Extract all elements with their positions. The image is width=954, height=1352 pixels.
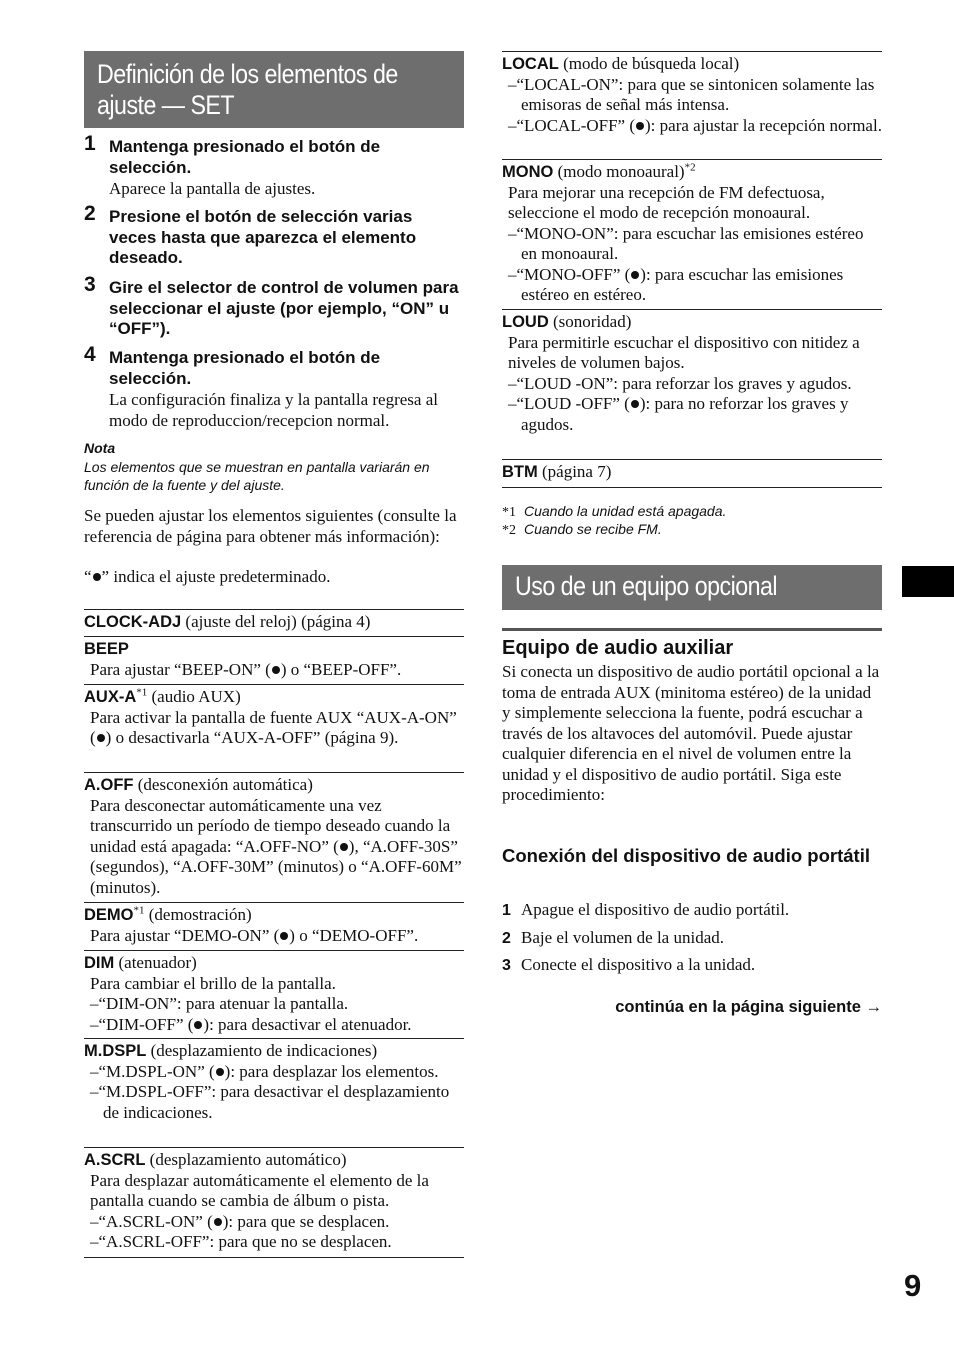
- item-beep: [84, 636, 464, 685]
- item-key: DIM: [84, 954, 115, 972]
- item-desc-end: ) o desactivarla “AUX-A-OFF” (página 9).: [105, 728, 399, 747]
- step-text: Baje el volumen de la unidad.: [521, 928, 724, 947]
- item-mono: [502, 159, 882, 310]
- item-btm: [502, 459, 882, 488]
- section-banner-set: [84, 51, 464, 128]
- item-key: M.DSPL: [84, 1042, 147, 1060]
- item-subtitle: (modo monoaural): [553, 162, 685, 181]
- item-bullet-end: ): para desplazar los elementos.: [224, 1061, 439, 1081]
- item-clock-adj: [84, 609, 464, 637]
- default-dot-icon: [214, 1218, 222, 1226]
- step-number: 2: [84, 202, 96, 225]
- item-key: LOUD: [502, 313, 549, 331]
- item-subtitle: (demostración): [144, 905, 252, 924]
- footnote-text: Cuando la unidad está apagada.: [524, 503, 727, 519]
- step-heading: Mantenga presionado el botón de selección.: [109, 348, 381, 388]
- heading-connection: Conexión del dispositivo de audio portátil: [502, 845, 870, 866]
- item-desc: Para activar la pantalla de fuente AUX “AUX-A-ON” (: [90, 707, 457, 747]
- item-bullet: –“A.SCRL-ON” (: [90, 1211, 213, 1231]
- default-dot-icon: [636, 122, 644, 130]
- section-side-tab: [902, 566, 954, 597]
- item-bullet: –“LOUD -OFF” (: [508, 394, 630, 413]
- default-dot-icon: [272, 666, 280, 674]
- item-key: CLOCK-ADJ: [84, 613, 182, 631]
- item-local: [502, 51, 882, 160]
- default-indicator-note: [84, 567, 464, 588]
- continue-next-page: continúa en la página siguiente →: [615, 998, 882, 1016]
- item-bullet: –“LOCAL-ON”: para que se sintonicen solamente las emisoras de señal más intensa.: [508, 74, 875, 114]
- item-desc-end: ) o “BEEP-OFF”.: [280, 659, 402, 679]
- default-dot-icon: [97, 734, 105, 742]
- item-subtitle: (desplazamiento de indicaciones): [146, 1041, 378, 1060]
- item-subtitle: (audio AUX): [147, 687, 241, 706]
- item-bullet: –“DIM-ON”: para atenuar la pantalla.: [90, 994, 349, 1013]
- step-body: La configuración finaliza y la pantalla regresa al modo de reproduccion/recepcion normal.: [109, 390, 438, 430]
- item-key: A.SCRL: [84, 1151, 146, 1169]
- item-desc-end: ), “A.OFF-30S” (segundos), “A.OFF-30M” (minutos) o “A.OFF-60M” (minutos).: [90, 836, 462, 897]
- default-dot-icon: [93, 573, 101, 581]
- item-bullet-end: ): para ajustar la recepción normal.: [645, 115, 882, 135]
- connection-step-3: [502, 955, 882, 976]
- item-loud: [502, 309, 882, 460]
- step-text: Conecte el dispositivo a la unidad.: [521, 955, 756, 974]
- intro-paragraph: Se pueden ajustar los elementos siguientes (consulte la referencia de página para obtener más información):: [84, 506, 457, 546]
- banner-title: Uso de un equipo opcional: [515, 571, 778, 601]
- footnote-text: Cuando se recibe FM.: [524, 521, 662, 537]
- banner-line-1: Definición de los elementos de: [97, 59, 398, 89]
- item-subtitle: (modo de búsqueda local): [558, 54, 740, 73]
- step-body: Aparece la pantalla de ajustes.: [109, 179, 316, 198]
- item-a-scrl: [84, 1147, 464, 1258]
- item-key: MONO: [502, 163, 554, 181]
- step-number: 2: [502, 930, 511, 947]
- item-bullet: –“DIM-OFF” (: [90, 1014, 194, 1034]
- aux-paragraph: Si conecta un dispositivo de audio portátil opcional a la toma de entrada AUX (minitoma estéreo) de la unidad y simplemente selecciona la fuente, podrá escuchar a través de los altavoces del automóvil. Puede ajustar cualquier diferencia en el nivel de volumen entre la unidad y el dispositivo de audio portátil. Siga este procedimiento:: [502, 662, 880, 804]
- item-desc: Para cambiar el brillo de la pantalla.: [90, 973, 336, 993]
- item-desc: Para ajustar “BEEP-ON” (: [90, 659, 271, 679]
- default-dot-icon: [631, 400, 639, 408]
- item-dim: [84, 950, 464, 1039]
- page-number: 9: [904, 1268, 922, 1303]
- item-bullet-end: ): para escuchar las emisiones estéreo en estéreo.: [521, 264, 844, 304]
- item-desc: Para mejorar una recepción de FM defectuosa, seleccione el modo de recepción monoaural.: [508, 182, 825, 222]
- step-number: 1: [84, 132, 96, 155]
- item-bullet: –“M.DSPL-ON” (: [90, 1061, 215, 1081]
- item-key: BEEP: [84, 640, 129, 658]
- item-desc-end: ) o “DEMO-OFF”.: [289, 925, 419, 945]
- default-note-text: ” indica el ajuste predeterminado.: [101, 567, 331, 586]
- step-heading: Mantenga presionado el botón de selección.: [109, 137, 381, 177]
- step-text: Apague el dispositivo de audio portátil.: [521, 900, 790, 919]
- footnote-1: [502, 502, 726, 522]
- heading-aux-audio: Equipo de audio auxiliar: [502, 628, 882, 660]
- footnote-mark: *1: [502, 505, 516, 520]
- item-key: AUX-A: [84, 688, 137, 706]
- item-subtitle: (desconexión automática): [133, 775, 313, 794]
- item-bullet-end: ): para que se desplacen.: [222, 1211, 390, 1231]
- item-key: LOCAL: [502, 55, 559, 73]
- footnote-ref: *2: [684, 161, 696, 174]
- item-aux-a: [84, 684, 464, 773]
- default-dot-icon: [340, 843, 348, 851]
- item-subtitle: (atenuador): [114, 953, 197, 972]
- item-subtitle: (sonoridad): [548, 312, 632, 331]
- item-bullet: –“LOUD -ON”: para reforzar los graves y agudos.: [508, 373, 852, 393]
- item-demo: [84, 902, 464, 951]
- item-subtitle: (ajuste del reloj) (página 4): [181, 612, 371, 631]
- item-desc: Para permitirle escuchar el dispositivo con nitidez a niveles de volumen bajos.: [508, 332, 860, 372]
- item-bullet: –“MONO-ON”: para escuchar las emisiones estéreo en monoaural.: [508, 223, 864, 263]
- section-banner-optional: [502, 565, 882, 610]
- item-m-dspl: [84, 1038, 464, 1148]
- item-key: BTM: [502, 463, 538, 481]
- item-key: A.OFF: [84, 776, 134, 794]
- banner-line-2: ajuste — SET: [97, 90, 235, 120]
- item-desc: Para ajustar “DEMO-ON” (: [90, 925, 280, 945]
- step-number: 3: [502, 957, 511, 974]
- item-key: DEMO: [84, 906, 134, 924]
- note-text: Los elementos que se muestran en pantalla variarán en función de la fuente y del ajuste.: [84, 459, 430, 493]
- step-number: 4: [84, 343, 96, 366]
- item-bullet: –“A.SCRL-OFF”: para que no se desplacen.: [90, 1232, 392, 1251]
- step-number: 1: [502, 902, 511, 919]
- item-bullet: –“LOCAL-OFF” (: [508, 115, 636, 135]
- default-dot-icon: [216, 1068, 224, 1076]
- item-a-off: [84, 772, 464, 903]
- step-number: 3: [84, 273, 96, 296]
- step-heading: Presione el botón de selección varias veces hasta que aparezca el elemento deseado.: [109, 207, 417, 267]
- step-heading: Gire el selector de control de volumen para seleccionar el ajuste (por ejemplo, “ON” u “OFF”).: [109, 278, 459, 338]
- footnote-ref: *1: [136, 686, 148, 699]
- item-desc: Para desplazar automáticamente el elemento de la pantalla cuando se cambia de álbum o pista.: [90, 1170, 429, 1210]
- item-bullet-end: ): para no reforzar los graves y agudos.: [521, 394, 849, 434]
- default-dot-icon: [280, 932, 288, 940]
- footnote-2: [502, 520, 662, 540]
- default-dot-icon: [631, 271, 639, 279]
- footnote-ref: *1: [133, 904, 145, 917]
- quote-open: “: [84, 567, 92, 586]
- default-dot-icon: [194, 1021, 202, 1029]
- footnote-mark: *2: [502, 523, 516, 538]
- item-subtitle: (página 7): [537, 462, 612, 481]
- item-bullet: –“MONO-OFF” (: [508, 264, 631, 284]
- item-subtitle: (desplazamiento automático): [145, 1150, 347, 1169]
- note-title: Nota: [84, 440, 116, 456]
- connection-step-2: [502, 928, 882, 949]
- item-desc: Para desconectar automáticamente una vez transcurrido un período de tiempo deseado cuando la unidad está apagada: “A.OFF-NO” (: [90, 795, 451, 856]
- item-bullet: –“M.DSPL-OFF”: para desactivar el desplazamiento de indicaciones.: [90, 1082, 450, 1122]
- item-bullet-end: ): para desactivar el atenuador.: [203, 1014, 412, 1034]
- connection-step-1: [502, 900, 882, 921]
